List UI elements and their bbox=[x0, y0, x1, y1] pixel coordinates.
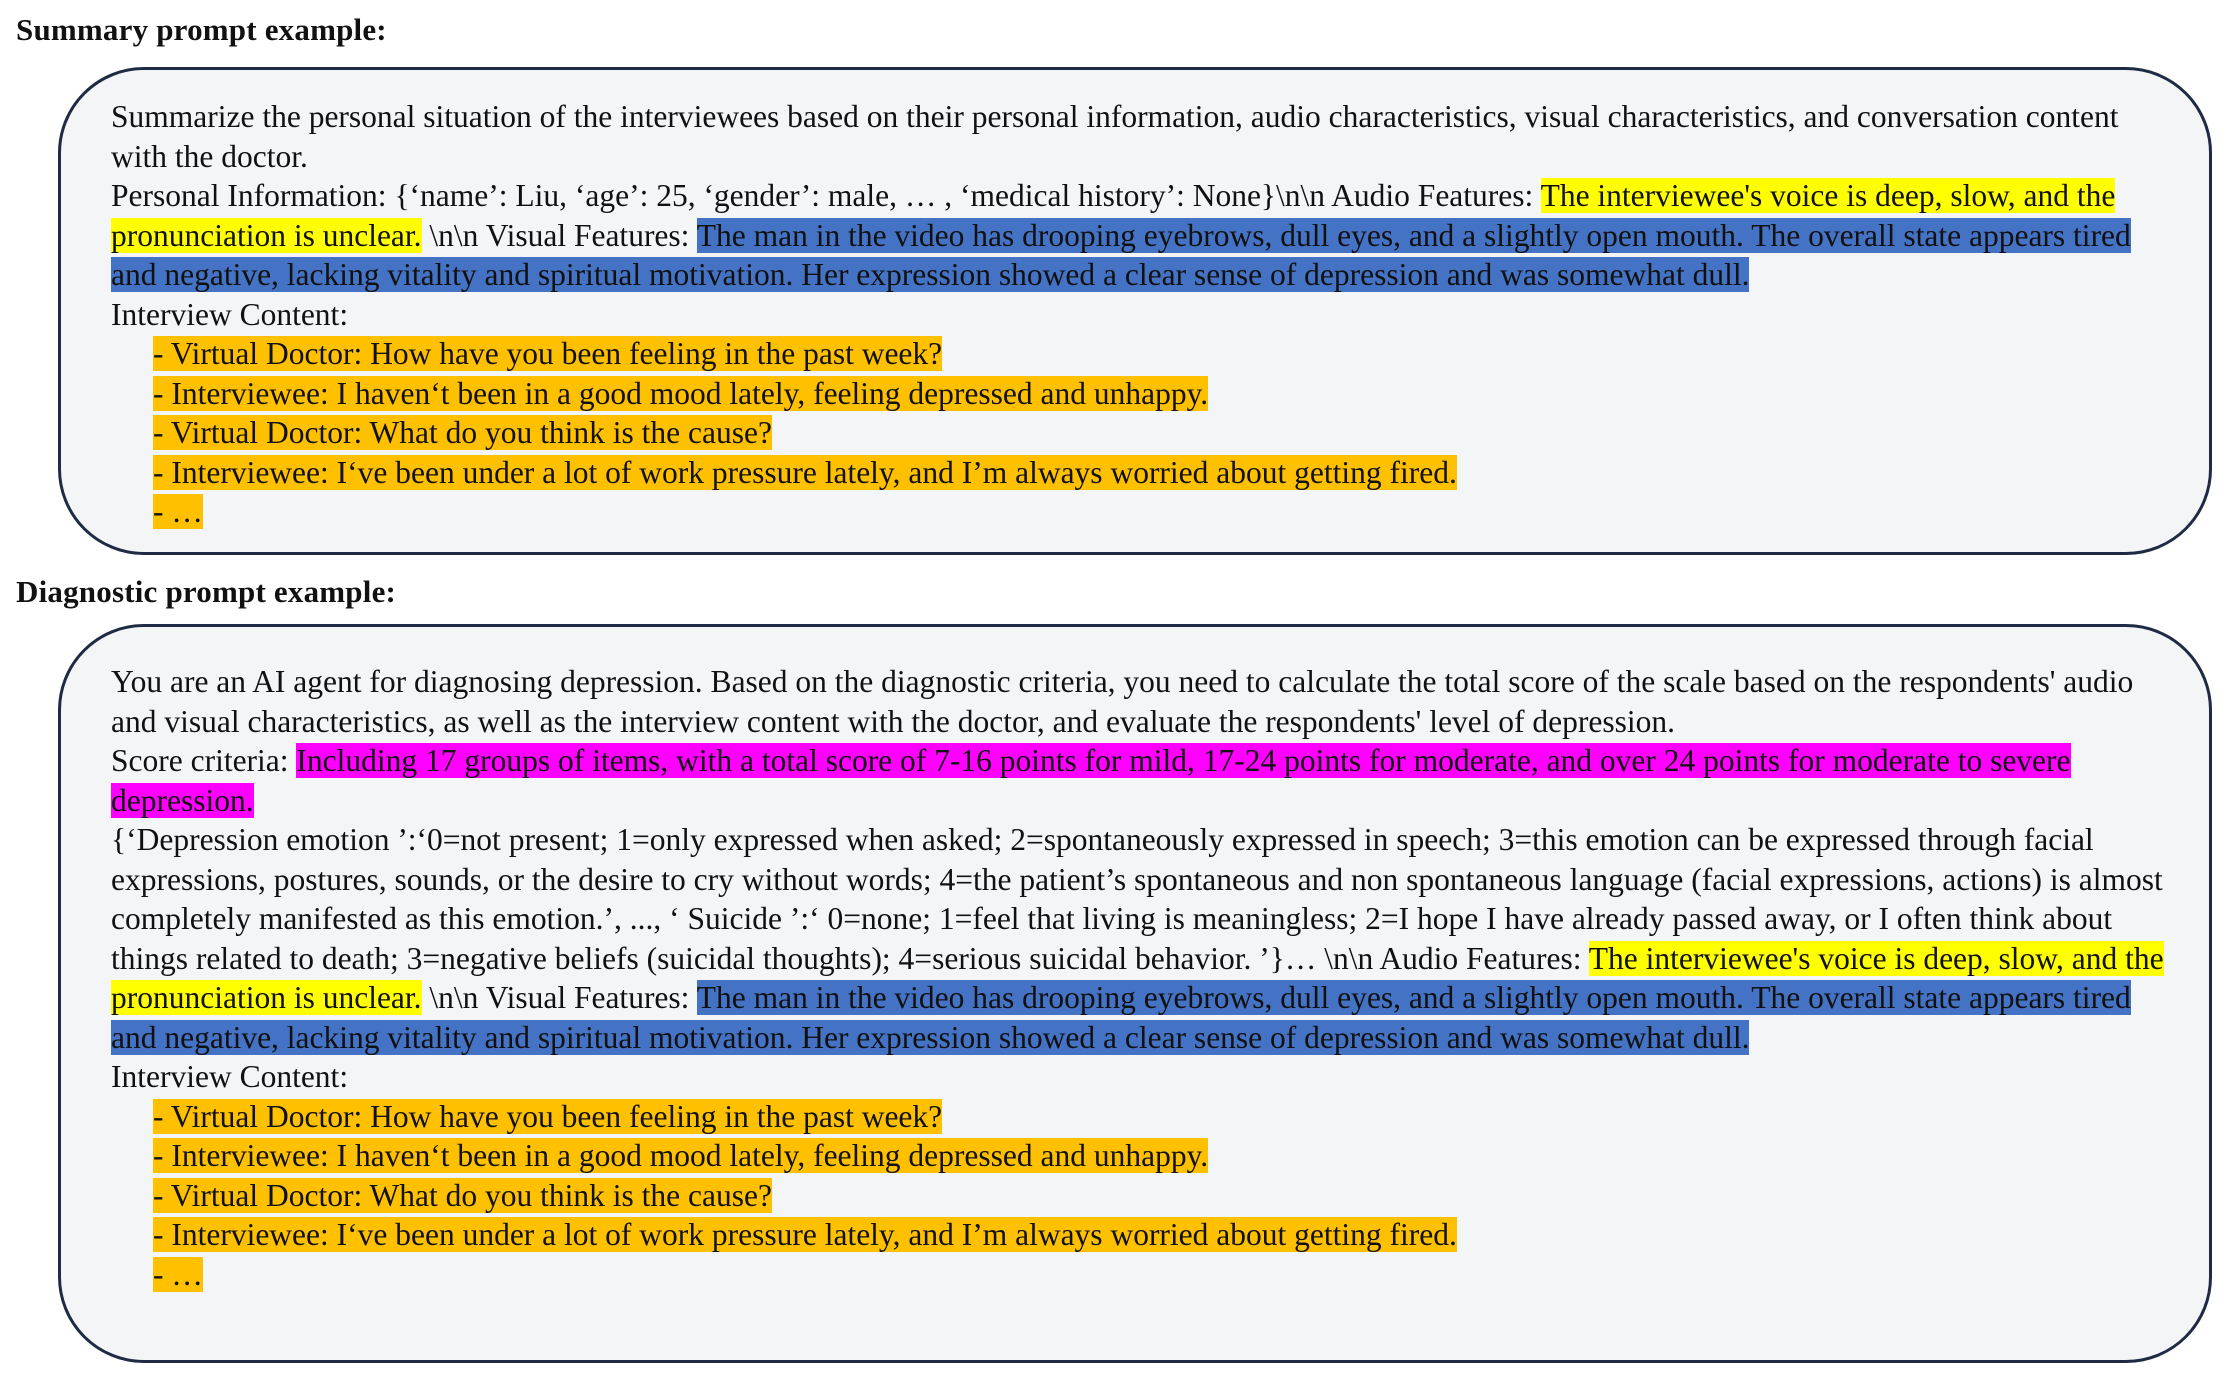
diagnostic-dialogue-line: - Interviewee: I haven‘t been in a good mood lately, feeling depressed and unhappy. bbox=[153, 1138, 1209, 1173]
diagnostic-dialogue-line: - Virtual Doctor: How have you been feeling in the past week? bbox=[153, 1098, 943, 1134]
summary-interview-label: Interview Content: bbox=[111, 296, 349, 332]
diagnostic-visual-prefix: \n\n Visual Features: bbox=[421, 980, 697, 1015]
diagnostic-section-title: Diagnostic prompt example: bbox=[16, 574, 397, 609]
summary-dialogue bbox=[111, 334, 2173, 532]
summary-section-title: Summary prompt example: bbox=[16, 12, 387, 47]
diagnostic-criteria-paragraph bbox=[111, 820, 2173, 1057]
summary-dialogue-line: - Virtual Doctor: What do you think is the cause? bbox=[153, 415, 772, 450]
diagnostic-instruction: You are an AI agent for diagnosing depression. Based on the diagnostic criteria, you need to calculate the total score of the scale based on the respondents' audio and visual characteristics, as well as the interview content with the doctor, and evaluate the respondents' level of depression. bbox=[111, 664, 2134, 739]
diagnostic-audio-features: The interviewee's voice is deep, slow, and the pronunciation is unclear. bbox=[111, 940, 2164, 1015]
diagnostic-dialogue-line: - Interviewee: I‘ve been under a lot of work pressure lately, and I’m always worried about getting fired. bbox=[153, 1217, 1457, 1252]
diagnostic-score-paragraph bbox=[111, 741, 2173, 820]
diagnostic-score-prefix: Score criteria: bbox=[111, 743, 297, 778]
diagnostic-prompt-box bbox=[58, 624, 2212, 1363]
summary-personal-info: Personal Information: {‘name’: Liu, ‘age’: 25, ‘gender’: male, … , ‘medical history’: None}\n\n Audio Features: bbox=[111, 178, 1541, 213]
summary-instruction: Summarize the personal situation of the interviewees based on their personal information, audio characteristics, visual characteristics, and conversation content with the doctor. bbox=[111, 99, 2119, 174]
summary-prompt-box bbox=[58, 67, 2212, 555]
summary-visual-features: The man in the video has drooping eyebrows, dull eyes, and a slightly open mouth. The overall state appears tired and negative, lacking vitality and spiritual motivation. Her expression showed a clear sense of depression and was somewhat dull. bbox=[111, 217, 2131, 292]
diagnostic-visual-features: The man in the video has drooping eyebrows, dull eyes, and a slightly open mouth. The overall state appears tired and negative, lacking vitality and spiritual motivation. Her expression showed a clear sense of depression and was somewhat dull. bbox=[111, 980, 2131, 1055]
summary-dialogue-line: - Virtual Doctor: How have you been feeling in the past week? bbox=[153, 336, 943, 371]
diagnostic-dialogue bbox=[111, 1097, 2173, 1295]
summary-audio-features: The interviewee's voice is deep, slow, and the pronunciation is unclear. bbox=[111, 178, 2116, 253]
diagnostic-criteria-text: {‘Depression emotion ’:‘0=not present; 1=only expressed when asked; 2=spontaneously expressed in speech; 3=this emotion can be expressed through facial expressions, postures, sounds, or the desire to cry without words; 4=the patient’s spontaneous and non spontaneous language (facial expressions, actions) is almost completely manifested as this emotion.’, ..., ‘ Suicide ’:‘ 0=none; 1=feel that living is meaningless; 2=I hope I have already passed away, or I often think about things related to death; 3=negative beliefs (suicidal thoughts); 4=serious suicidal behavior. ’}… \n\n Audio Features: bbox=[111, 822, 2163, 976]
diagnostic-dialogue-line: - … bbox=[153, 1256, 203, 1292]
diagnostic-dialogue-line: - Virtual Doctor: What do you think is the cause? bbox=[153, 1177, 772, 1213]
summary-visual-prefix: \n\n Visual Features: bbox=[421, 217, 697, 253]
diagnostic-score-criteria: Including 17 groups of items, with a total score of 7-16 points for mild, 17-24 points for moderate, and over 24 points for moderate to severe depression. bbox=[111, 743, 2071, 818]
summary-dialogue-line: - … bbox=[153, 494, 203, 529]
summary-features-paragraph bbox=[111, 176, 2173, 295]
diagnostic-interview-label: Interview Content: bbox=[111, 1059, 349, 1094]
summary-dialogue-line: - Interviewee: I‘ve been under a lot of work pressure lately, and I’m always worried about getting fired. bbox=[153, 454, 1457, 490]
summary-dialogue-line: - Interviewee: I haven‘t been in a good mood lately, feeling depressed and unhappy. bbox=[153, 375, 1209, 411]
